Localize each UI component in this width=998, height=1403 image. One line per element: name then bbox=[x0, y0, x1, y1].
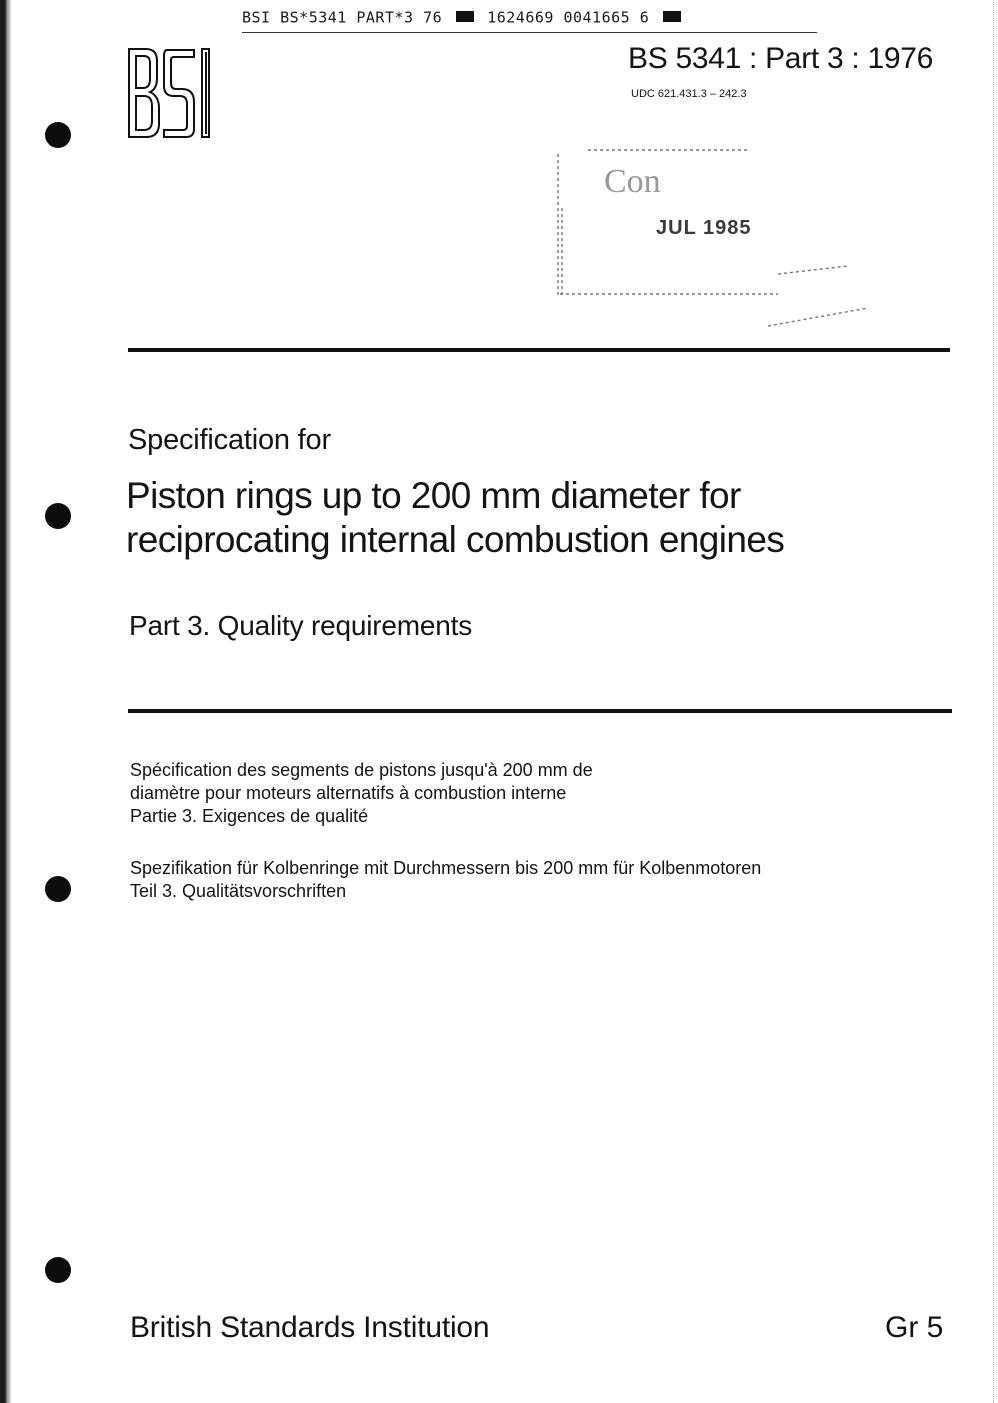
punch-hole bbox=[45, 876, 71, 902]
code-block-mark bbox=[456, 11, 474, 22]
german-title-line-2: Teil 3. Qualitätsvorschriften bbox=[130, 881, 347, 901]
document-code-barcode-number: 1624669 0041665 6 bbox=[487, 8, 650, 27]
publisher-name: British Standards Institution bbox=[130, 1311, 490, 1344]
punch-hole bbox=[45, 122, 71, 148]
punch-hole bbox=[45, 1257, 71, 1283]
punch-hole bbox=[45, 503, 71, 529]
divider-rule bbox=[128, 348, 950, 352]
specification-intro: Specification for bbox=[128, 424, 331, 456]
scanned-page-edge-right bbox=[993, 0, 998, 1403]
german-title bbox=[130, 857, 761, 903]
part-subtitle: Part 3. Quality requirements bbox=[129, 610, 472, 641]
stamp-text-partial: Con bbox=[604, 163, 661, 200]
title-line-1: Piston rings up to 200 mm diameter for bbox=[126, 475, 741, 516]
received-date-stamp bbox=[548, 148, 878, 338]
divider-rule bbox=[128, 709, 952, 713]
french-title-line-3: Partie 3. Exigences de qualité bbox=[130, 806, 369, 826]
bsi-logo bbox=[126, 46, 230, 140]
price-group: Gr 5 bbox=[885, 1311, 944, 1344]
document-code-prefix: BSI BS*5341 PART*3 76 bbox=[242, 8, 443, 27]
title-line-2: reciprocating internal combustion engines bbox=[126, 519, 785, 560]
code-block-mark bbox=[663, 11, 681, 22]
french-title-line-1: Spécification des segments de pistons jusqu'à 200 mm de bbox=[130, 760, 593, 780]
document-title bbox=[126, 474, 886, 562]
scanned-page-edge bbox=[0, 0, 12, 1403]
french-title bbox=[130, 759, 593, 828]
french-title-line-2: diamètre pour moteurs alternatifs à combustion interne bbox=[130, 783, 567, 803]
udc-classification: UDC 621.431.3 – 242.3 bbox=[631, 88, 747, 100]
german-title-line-1: Spezifikation für Kolbenringe mit Durchmessern bis 200 mm für Kolbenmotoren bbox=[130, 858, 762, 878]
standard-number: BS 5341 : Part 3 : 1976 bbox=[628, 42, 933, 75]
stamp-date: JUL 1985 bbox=[656, 217, 752, 239]
document-code-strip bbox=[242, 8, 817, 33]
